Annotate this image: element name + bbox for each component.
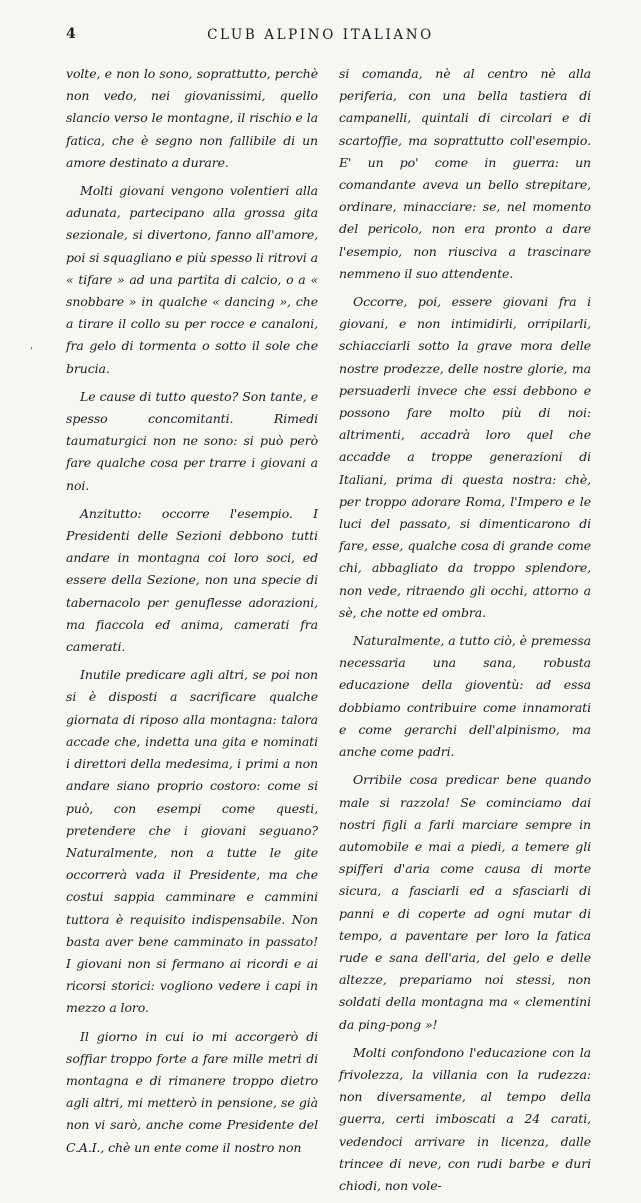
paragraph: Le cause di tutto questo? Son tante, e spesso concomitanti. Rimedi taumaturgici non ne sono: si può però fare qualche cosa per trarre i giovani a noi. xyxy=(66,388,318,493)
margin-mark: ʹ xyxy=(30,347,33,358)
paragraph: Inutile predicare agli altri, se poi non si è disposti a sacrificare qualche giornata di riposo alla montagna: talora accade che, indetta una gita e nominati i direttori della medesima, i primi a non andare siano proprio costoro: come si può, con esempi come questi, pretendere che i giovani seguano? Naturalmente, non a tutte le gite occorrerà vada il Presidente, ma che costui sappia camminare e cammini tuttora è requisito indispensabile. Non basta aver bene camminato in passato! I giovani non si fermano ai ricordi e ai ricorsi storici: vogliono vedere i capi in mezzo a loro. xyxy=(66,667,318,1016)
paragraph: Molti confondono l'educazione con la frivolezza, la villania con la rudezza: non diversamente, al tempo della guerra, certi imboscati a 24 carati, vedendoci arrivare in licenza, dalle trincee di neve, con rudi barbe e duri chiodi, non vole- xyxy=(339,1044,591,1193)
paragraph: volte, e non lo sono, soprattutto, perchè non vedo, nei giovanissimi, quello slancio verso le montagne, il rischio e la fatica, che è segno non fallibile di un amore destinato a durare. xyxy=(66,66,318,170)
paragraph: Il giorno in cui io mi accorgerò di soffiar troppo forte a fare mille metri di montagna e di rimanere troppo dietro agli altri, mi metterò in pensione, se già non vi sarò, anche come Presidente del C.A.I., chè un ente come il nostro non xyxy=(66,1028,318,1155)
left-column xyxy=(66,63,318,1165)
paragraph: Occorre, poi, essere giovani fra i giovani, e non intimidirli, orripilarli, schiacciarli sotto la grave mora delle nostre prodezze, delle nostre glorie, ma persuaderli invece che essi debbono e possono fare molto più di noi: altrimenti, accadrà loro quel che accadde a troppe generazioni di Italiani, prima di questa nostra: chè, per troppo adorare Roma, l'Impero e le luci del passato, si dimenticarono di fare, esse, qualche cosa di grande come chi, abbagliato da troppo splendore, non vede, ritraendo gli occhi, attorno a sè, che notte ed ombra. xyxy=(339,294,591,620)
paragraph: si comanda, nè al centro nè alla periferia, con una bella tastiera di campanelli, quintali di circolari e di scartoffie, ma soprattutto coll'esempio. E' un po' come in guerra: un comandante aveva un bello strepitare, ordinare, minacciare: se, nel momento del pericolo, non era pronto a dare l'esempio, non riusciva a trascinare nemmeno il suo attendente. xyxy=(339,66,591,281)
running-title: CLUB ALPINO ITALIANO xyxy=(207,27,434,43)
right-column xyxy=(339,63,591,1203)
paragraph: Naturalmente, a tutto ciò, è premessa necessaria una sana, robusta educazione della gioventù: ad essa dobbiamo contribuire come innamorati e come gerarchi dell'alpinismo, ma anche come padri. xyxy=(339,633,591,760)
page-number: 4 xyxy=(66,26,76,42)
paragraph: Orribile cosa predicar bene quando male si razzola! Se cominciamo dai nostri figli a farli marciare sempre in automobile e mai a piedi, a temere gli spifferi d'aria come causa di morte sicura, a fasciarli ed a sfasciarli di panni e di coperte ad ogni mutar di tempo, a paventare per loro la fatica rude e sana dell'aria, del gelo e delle altezze, prepariamo noi stessi, non soldati della montagna ma « clementini da ping-pong »! xyxy=(339,772,591,1032)
paragraph: Molti giovani vengono volentieri alla adunata, partecipano alla grossa gita sezionale, si divertono, fanno all'amore, poi si squagliano e più spesso li ritrovi a « tifare » ad una partita di calcio, o a « snobbare » in qualche « dancing », che a tirare il collo su per rocce e canaloni, fra gelo di tormenta o sotto il sole che brucia. xyxy=(66,183,318,376)
paragraph: Anzitutto: occorre l'esempio. I Presidenti delle Sezioni debbono tutti andare in montagna coi loro soci, ed essere della Sezione, non una specie di tabernacolo per genuflesse adorazioni, ma fiaccola ed anima, camerati fra camerati. xyxy=(66,505,318,655)
page-header xyxy=(0,26,641,48)
